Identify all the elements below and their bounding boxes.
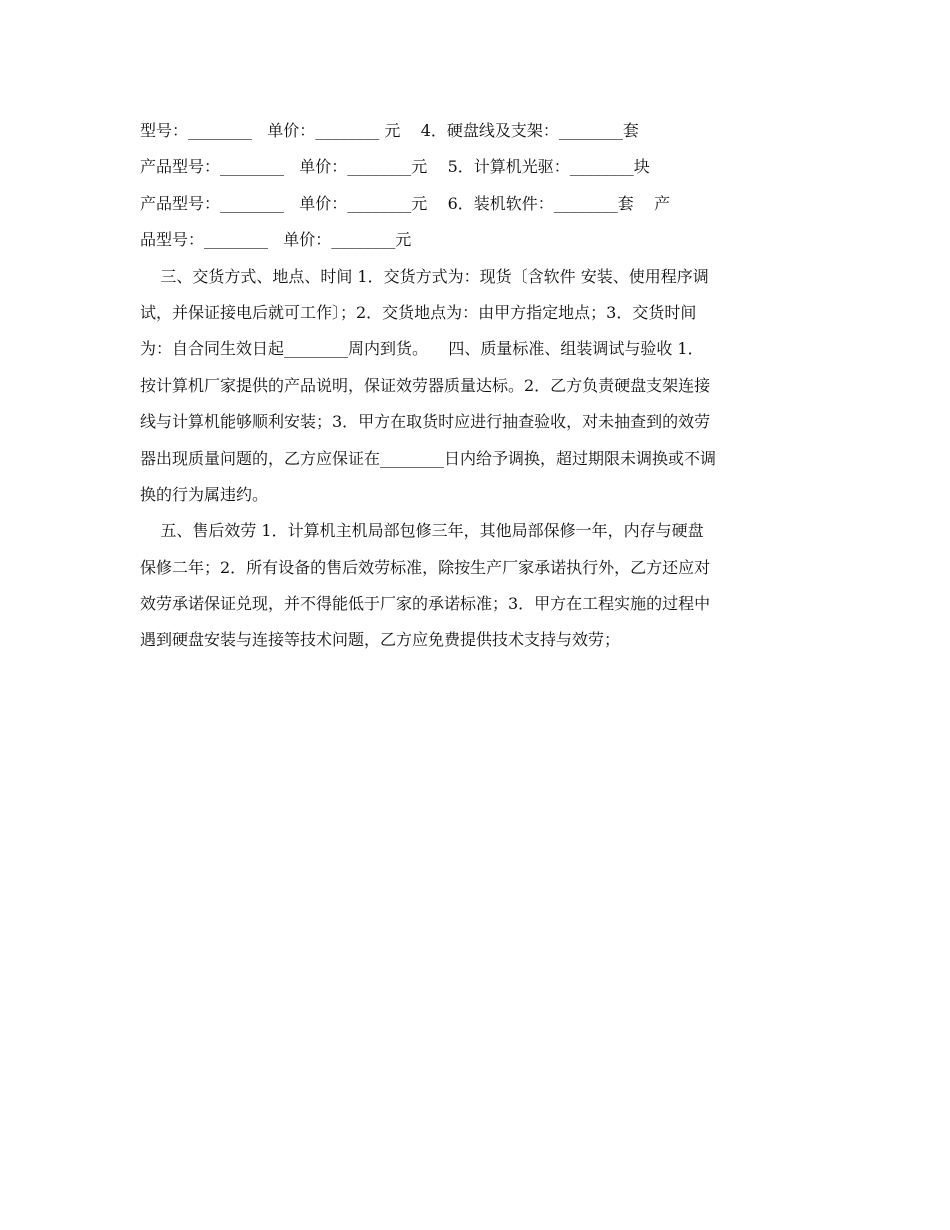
text-line: 三、交货方式、地点、时间 1．交货方式为：现货〔含软件 安装、使用程序调 [140, 267, 709, 286]
text-line: 产品型号：________ 单价：________元 6．装机软件：________套 产 [140, 194, 671, 213]
text-line: 五、售后效劳 1．计算机主机局部包修三年，其他局部保修一年，内存与硬盘 [140, 521, 704, 540]
text-line: 保修二年；2．所有设备的售后效劳标准，除按生产厂家承诺执行外，乙方还应对 [140, 558, 711, 577]
text-line: 换的行为属违约。 [140, 485, 269, 504]
text-line: 按计算机厂家提供的产品说明，保证效劳器质量达标。2．乙方负责硬盘支架连接 [140, 376, 711, 395]
text-line: 器出现质量问题的，乙方应保证在________日内给予调换，超过期限未调换或不调 [140, 449, 717, 468]
text-line: 产品型号：________ 单价：________元 5．计算机光驱：________块 [140, 157, 650, 176]
text-line: 遇到硬盘安装与连接等技术问题，乙方应免费提供技术支持与效劳； [140, 630, 621, 649]
text-line: 为：自合同生效日起________周内到货。 四、质量标准、组装调试与验收 1． [140, 339, 704, 358]
text-line: 品型号：________ 单价：________元 [140, 230, 412, 249]
text-line: 线与计算机能够顺利安装；3．甲方在取货时应进行抽查验收，对未抽查到的效劳 [140, 412, 711, 431]
text-line: 型号：________ 单价：________ 元 4．硬盘线及支架：________套 [140, 121, 639, 140]
text-line: 效劳承诺保证兑现，并不得能低于厂家的承诺标准；3．甲方在工程实施的过程中 [140, 594, 711, 613]
text-line: 试，并保证接电后就可工作〕；2．交货地点为：由甲方指定地点；3．交货时间 [140, 303, 697, 322]
